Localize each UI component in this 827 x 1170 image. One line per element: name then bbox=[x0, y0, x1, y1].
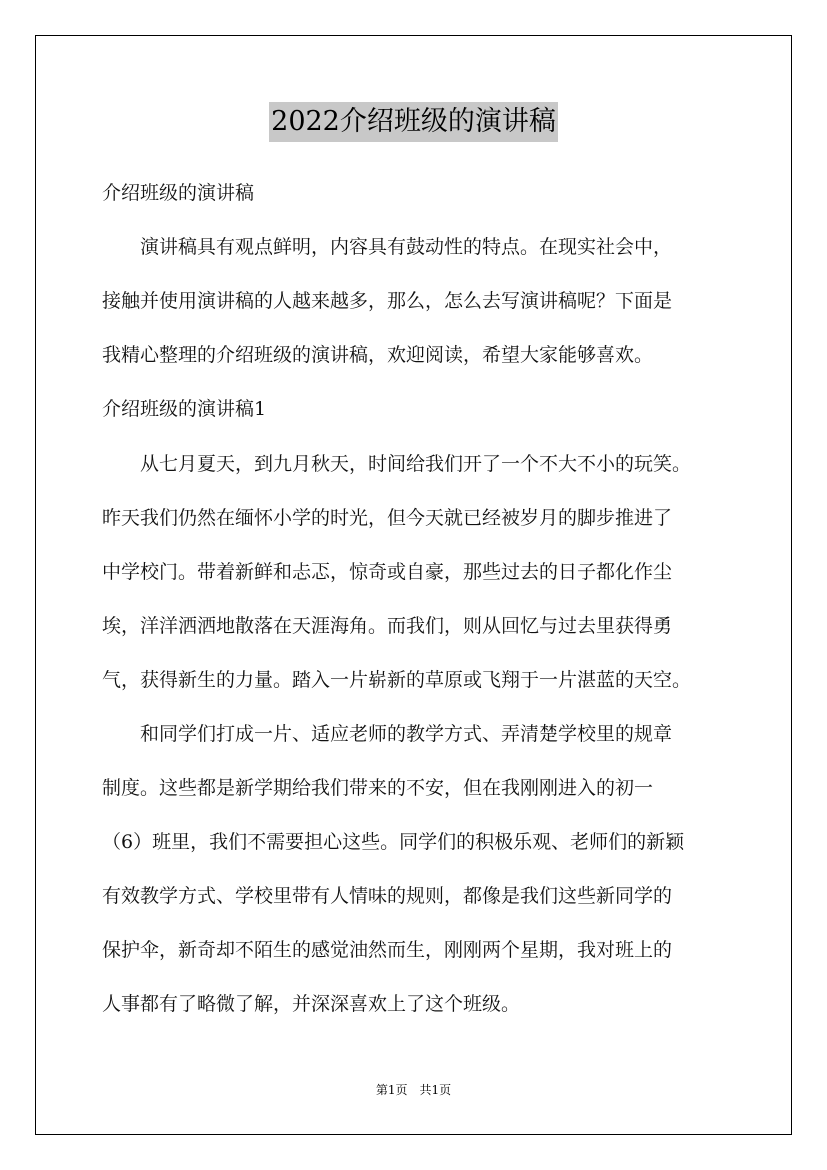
paragraph-line: 昨天我们仍然在缅怀小学的时光，但今天就已经被岁月的脚步推进了 bbox=[102, 507, 673, 529]
paragraph-line: 制度。这些都是新学期给我们带来的不安，但在我刚刚进入的初一 bbox=[102, 777, 654, 799]
section-heading: 介绍班级的演讲稿1 bbox=[102, 398, 267, 420]
document-title: 2022介绍班级的演讲稿 bbox=[269, 102, 558, 142]
paragraph-line: 从七月夏天，到九月秋天，时间给我们开了一个不大不小的玩笑。 bbox=[102, 453, 692, 475]
paragraph-line: 埃，洋洋洒洒地散落在天涯海角。而我们，则从回忆与过去里获得勇 bbox=[102, 615, 673, 637]
paragraph-line: 我精心整理的介绍班级的演讲稿，欢迎阅读，希望大家能够喜欢。 bbox=[102, 344, 654, 366]
page-footer: 第1页 共1页 bbox=[375, 1083, 452, 1097]
paragraph-line: 保护伞，新奇却不陌生的感觉油然而生，刚刚两个星期，我对班上的 bbox=[102, 939, 673, 961]
paragraph-line: 演讲稿具有观点鲜明，内容具有鼓动性的特点。在现实社会中， bbox=[102, 236, 673, 258]
paragraph-line: 气，获得新生的力量。踏入一片崭新的草原或飞翔于一片湛蓝的天空。 bbox=[102, 669, 692, 691]
paragraph-line: 人事都有了略微了解，并深深喜欢上了这个班级。 bbox=[102, 993, 521, 1015]
paragraph-line: 中学校门。带着新鲜和忐忑，惊奇或自豪，那些过去的日子都化作尘 bbox=[102, 561, 673, 583]
title-container bbox=[0, 102, 827, 142]
paragraph-line: 接触并使用演讲稿的人越来越多，那么，怎么去写演讲稿呢？下面是 bbox=[102, 290, 673, 312]
section-heading: 介绍班级的演讲稿 bbox=[102, 182, 255, 204]
paragraph-line: 和同学们打成一片、适应老师的教学方式、弄清楚学校里的规章 bbox=[102, 723, 673, 745]
paragraph-line: 有效教学方式、学校里带有人情味的规则，都像是我们这些新同学的 bbox=[102, 885, 673, 907]
paragraph-line: （6）班里，我们不需要担心这些。同学们的积极乐观、老师们的新颖 bbox=[102, 831, 685, 853]
